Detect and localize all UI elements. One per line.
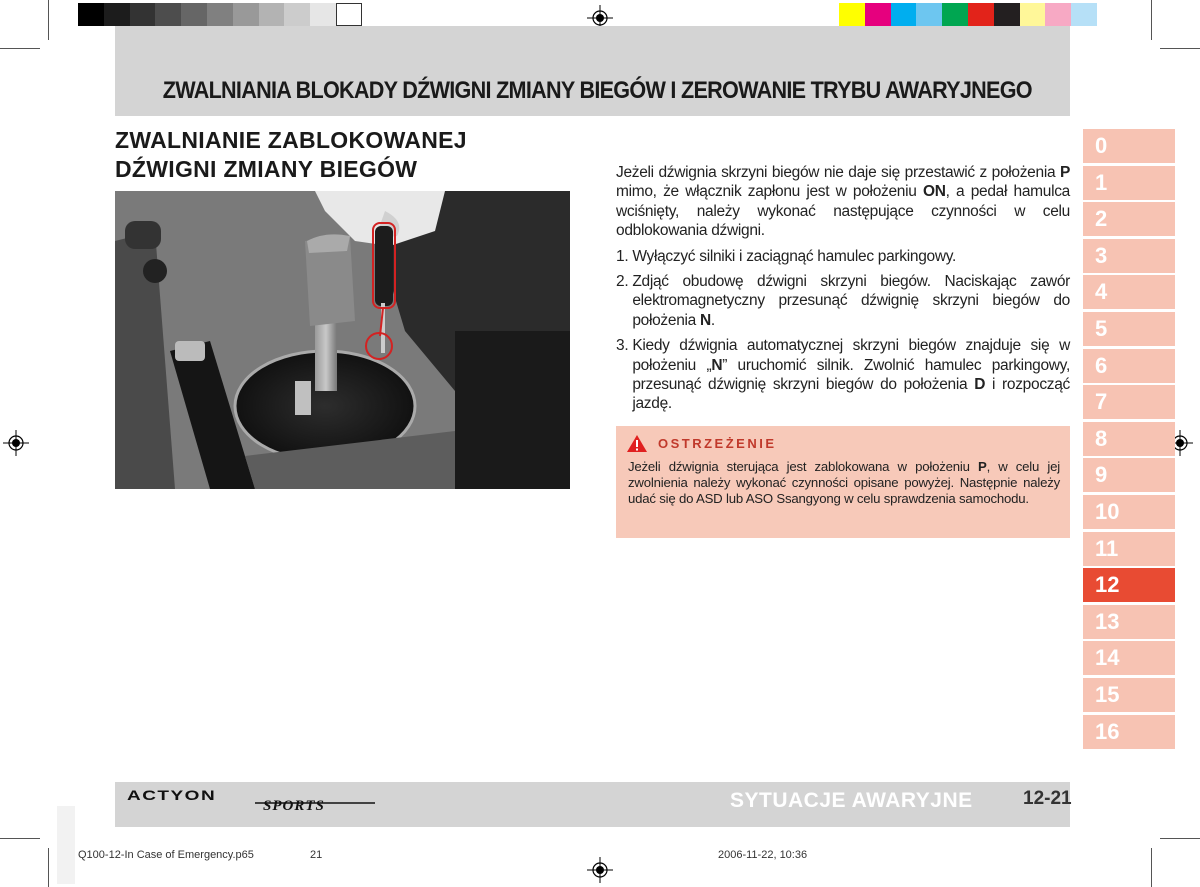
chapter-tab-12[interactable]: 12 [1083,568,1175,602]
chapter-tab-2[interactable]: 2 [1083,202,1175,236]
bold-term: ON [922,183,946,201]
warning-box [616,426,1070,538]
gray-swatch [78,3,104,26]
color-swatch [865,3,891,26]
gray-swatch [336,3,362,26]
step-item [616,247,1070,266]
step-text: Kiedy dźwignia automatycznej skrzyni biegów znajduje się w położeniu „N” uruchomić silnik. Zwolnić hamulec parkingowy, przesunąć dźwignię skrzyni biegów do położenia D i rozpocząć jazdę. [632,337,1070,413]
slug-filename: Q100-12-In Case of Emergency.p65 [78,849,254,861]
page-number: 12-21 [1023,788,1072,809]
gray-swatch [284,3,310,26]
color-swatch [916,3,942,26]
slug-date: 2006-11-22, 10:36 [718,849,808,861]
step-text: Zdjąć obudowę dźwigni skrzyni biegów. Naciskając zawór elektromagnetyczny przesunąć dźwignię skrzyni biegów do położenia N. [632,273,1070,329]
chapter-tab-1[interactable]: 1 [1083,166,1175,200]
chapter-tab-9[interactable]: 9 [1083,458,1175,492]
crop-mark [1151,0,1152,40]
chapter-tab-11[interactable]: 11 [1083,532,1175,566]
chapter-tabs [1083,129,1175,751]
color-swatch [942,3,968,26]
gray-swatch [233,3,259,26]
step-number: 1. [616,247,629,265]
step-number: 3. [616,337,629,355]
gear-lever-photo [115,191,570,489]
gray-swatch [155,3,181,26]
steps-list [616,247,1070,414]
footer-section-title: SYTUACJE AWARYJNE [730,789,973,812]
gray-swatch [181,3,207,26]
chapter-tab-14[interactable]: 14 [1083,641,1175,675]
intro-paragraph: Jeżeli dźwignia skrzyni biegów nie daje się przestawić z położenia P mimo, że włącznik zapłonu jest w położeniu ON, a pedał hamulca wciśnięty, należy wykonać następujące czynności w celu odblokowania dźwigni. [616,164,1070,240]
chapter-tab-0[interactable]: 0 [1083,129,1175,163]
bold-term: P [977,459,987,474]
crop-mark [0,48,40,49]
instructions-text [616,163,1070,420]
step-item [616,272,1070,330]
bold-term: N [700,311,711,329]
color-swatch [968,3,994,26]
brand-logo-text: ACTYON [127,788,217,804]
gray-swatch [130,3,156,26]
registration-mark-icon [3,430,29,456]
color-swatch [839,3,865,26]
chapter-tab-3[interactable]: 3 [1083,239,1175,273]
color-swatch [1020,3,1046,26]
color-swatch [1045,3,1071,26]
chapter-tab-10[interactable]: 10 [1083,495,1175,529]
slug-page: 21 [310,849,323,861]
crop-mark [48,0,49,40]
gray-swatch [310,3,336,26]
registration-mark-icon [587,857,613,883]
crop-mark [0,838,40,839]
warning-text: Jeżeli dźwignia sterująca jest zablokowana w położeniu P, w celu jej zwolnienia należy wykonać czynności opisane powyżej. Następnie należy udać się do ASD lub ASO Ssangyong w celu sprawdzenia samochodu. [628,459,1060,507]
step-number: 2. [616,273,629,291]
section-heading: ZWALNIANIE ZABLOKOWANEJ DŹWIGNI ZMIANY BIEGÓW [115,127,467,182]
color-swatch [994,3,1020,26]
chapter-tab-16[interactable]: 16 [1083,715,1175,749]
chapter-tab-15[interactable]: 15 [1083,678,1175,712]
color-swatch [891,3,917,26]
warning-title: OSTRZEŻENIE [658,436,777,451]
bold-term: N [711,356,723,374]
footer-margin [57,806,75,884]
gray-swatch [104,3,130,26]
page-title: ZWALNIANIA BLOKADY DŹWIGNI ZMIANY BIEGÓW I ZEROWANIE TRYBU AWARYJNEGO [162,77,1032,104]
chapter-tab-5[interactable]: 5 [1083,312,1175,346]
chapter-tab-6[interactable]: 6 [1083,349,1175,383]
crop-mark [48,848,49,887]
gray-swatch [259,3,285,26]
crop-mark [1160,48,1200,49]
warning-icon [626,434,648,453]
color-swatch [1071,3,1097,26]
step-text: Wyłączyć silniki i zaciągnąć hamulec parkingowy. [632,247,957,265]
chapter-tab-8[interactable]: 8 [1083,422,1175,456]
crop-mark [1151,848,1152,887]
chapter-tab-13[interactable]: 13 [1083,605,1175,639]
chapter-tab-7[interactable]: 7 [1083,385,1175,419]
gray-swatch [207,3,233,26]
crop-mark [1160,838,1200,839]
bold-term: D [974,376,986,394]
brand-logo [125,788,385,814]
chapter-tab-4[interactable]: 4 [1083,275,1175,309]
brand-logo-sports: SPORTS [263,798,325,814]
bold-term: P [1059,164,1070,181]
step-item [616,336,1070,414]
